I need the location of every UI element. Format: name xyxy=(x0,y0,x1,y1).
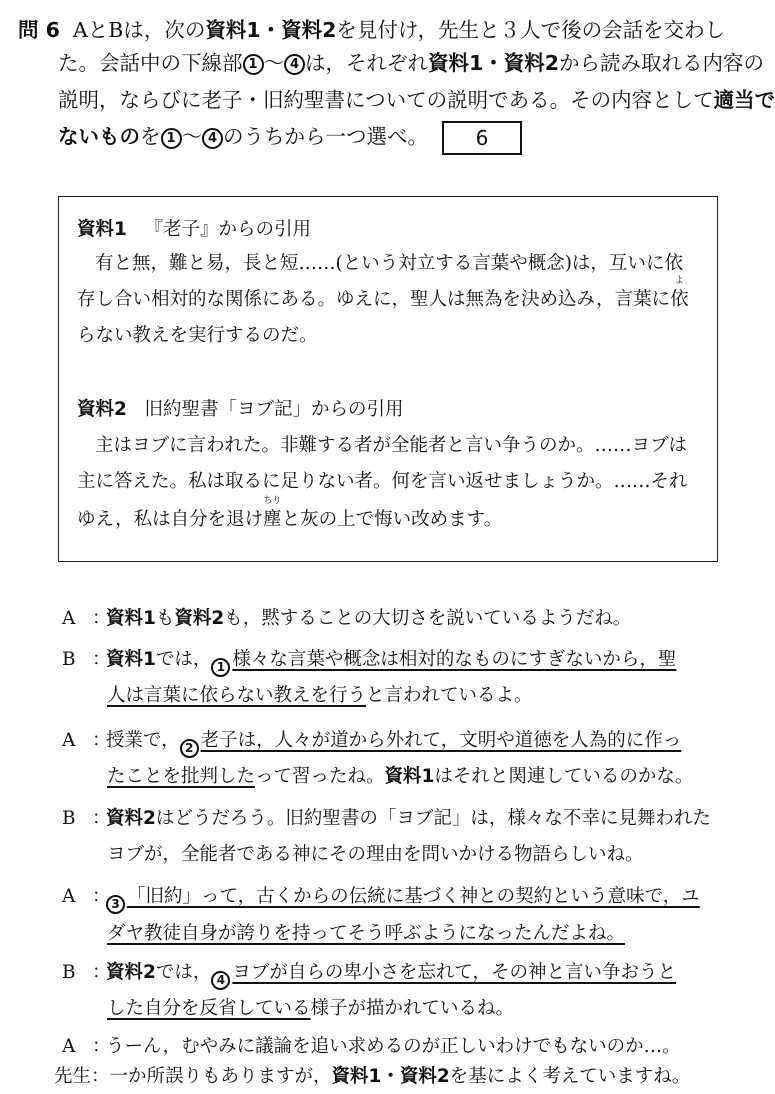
question-text-line1: AとBは，次の資料1・資料2を見付け，先生と３人で後の会話を交わし xyxy=(73,18,726,42)
conversation-line-a2: A ：授業で， 2 老子は，人々が道から外れて，文明や道徳を人為的に作っ xyxy=(62,728,681,758)
conversation-line-a3-cont: ダヤ教徒自身が誇りを持ってそう呼ぶようになったんだよね。 xyxy=(107,923,626,944)
conversation-line-b2: B ：資料2はどうだろう。旧約聖書の「ヨブ記」は，様々な不幸に見舞われた xyxy=(62,808,711,829)
ruby-text: 塵 ちり xyxy=(263,496,282,530)
conversation-line-a4: A ：うーん，むやみに議論を追い求めるのが正しいわけでもないのか…。 xyxy=(62,1036,681,1057)
conversation-line-a2-cont: たことを批判したって習ったね。資料1はそれと関連しているのかな。 xyxy=(107,766,694,787)
material2-line1: 主はヨブに言われた。非難する者が全能者と言い争うのか。……ヨブは xyxy=(95,435,688,456)
conversation-line-b1: B ：資料1では， 1 様々な言葉や概念は相対的なものにすぎないから，聖 xyxy=(62,647,676,677)
answer-number-box: 6 xyxy=(442,121,522,155)
material2-line3: ゆえ，私は自分を退け塵 ちり と灰の上で悔い改めます。 xyxy=(77,507,502,533)
conversation-line-b1-cont: 人は言葉に依らない教えを行うと言われているよ。 xyxy=(107,685,533,706)
circled-number-icon: 4 xyxy=(202,128,223,149)
circled-number-icon: 4 xyxy=(211,971,230,990)
material1-line3: らない教えを実行するのだ。 xyxy=(77,325,318,346)
circled-number-icon: 1 xyxy=(243,54,264,75)
material2-heading: 資料2 旧約聖書「ヨブ記」からの引用 xyxy=(77,399,404,420)
conversation-line-b2-cont: ヨブが，全能者である神にその理由を問いかける物語らしいね。 xyxy=(107,844,644,865)
circled-number-icon: 2 xyxy=(180,739,199,758)
circled-number-icon: 3 xyxy=(106,895,125,914)
circled-number-icon: 1 xyxy=(161,128,182,149)
material1-line2: 存し合い相対的な関係にある。ゆえに，聖人は無為を決め込み，言葉に依 よ xyxy=(77,287,689,313)
conversation-line-b3-cont: した自分を反省している様子が描かれているね。 xyxy=(107,998,515,1019)
material1-line1: 有と無，難と易，長と短……(という対立する言葉や概念)は，互いに依 xyxy=(95,253,683,274)
material1-heading: 資料1 『老子』からの引用 xyxy=(77,219,312,240)
conversation-line-a3: A ：3 「旧約」って，古くからの伝統に基づく神との契約という意味で，ユ xyxy=(62,884,700,914)
question-text-line4: ないものを 1 ～ 4 のうちから一つ選べ。 6 xyxy=(58,121,522,155)
question-text-line2: た。会話中の下線部 1 ～ 4 は，それぞれ資料1・資料2から読み取れる内容の xyxy=(58,51,765,75)
ruby-text: 依 よ xyxy=(670,276,689,310)
circled-number-icon: 4 xyxy=(284,54,305,75)
conversation-line-a1: A ：資料1も資料2も，黙することの大切さを説いているようだね。 xyxy=(62,608,632,629)
conversation-line-b3: B ：資料2では， 4 ヨブが自らの卑小さを忘れて，その神と言い争おうと xyxy=(62,960,676,990)
materials-box xyxy=(58,196,718,562)
circled-number-icon: 1 xyxy=(211,658,230,677)
material2-line2: 主に答えた。私は取るに足りない者。何を言い返せましょうか。……それ xyxy=(77,471,688,492)
question-number: 問 6 xyxy=(18,18,60,42)
question-text-line3: 説明，ならびに老子・旧約聖書についての説明である。その内容として適当で xyxy=(58,88,775,112)
conversation-line-teacher: 先生：一か所誤りもありますが，資料1・資料2を基によく考えていますね。 xyxy=(54,1066,691,1087)
